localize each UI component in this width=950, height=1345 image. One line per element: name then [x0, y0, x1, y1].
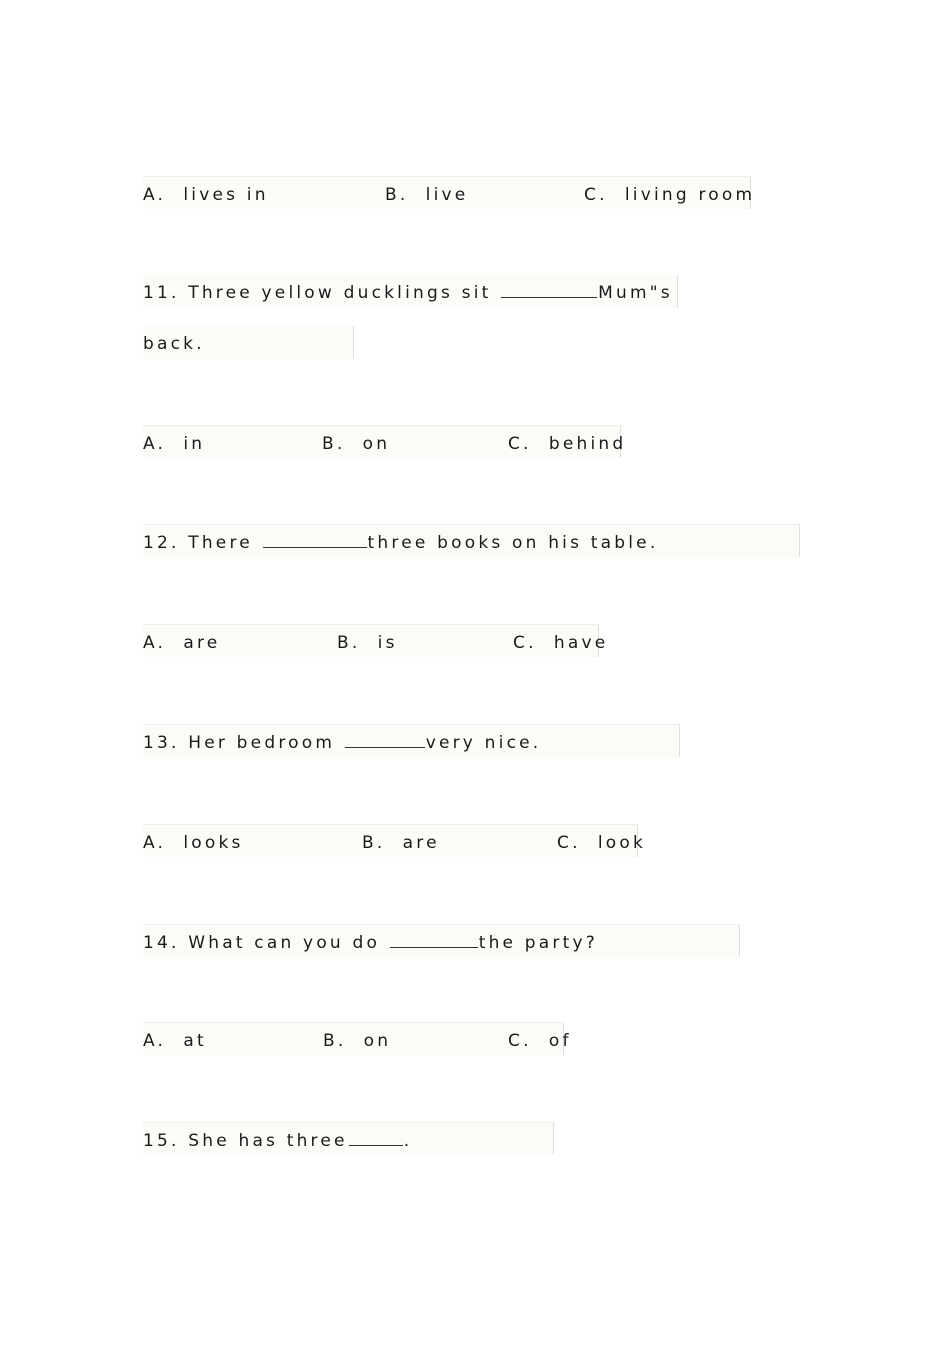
options-row-q12	[143, 624, 609, 657]
option-a: A. are	[143, 633, 221, 653]
question-stem-after: very nice.	[425, 733, 542, 753]
question-stem: 14. What can you do	[143, 933, 381, 953]
question-12	[143, 524, 800, 557]
question-stem-after: Mum"s	[598, 283, 673, 303]
options-row-q10	[143, 176, 756, 209]
options-row-q13	[143, 824, 647, 857]
options-row-q14	[143, 1022, 572, 1055]
question-11-continued	[143, 326, 354, 359]
answer-blank[interactable]	[345, 733, 425, 748]
question-text	[143, 725, 541, 758]
answer-blank[interactable]	[263, 533, 367, 548]
question-text	[143, 275, 673, 308]
option-c: C. of	[508, 1031, 572, 1051]
option-b: B. is	[337, 633, 398, 653]
question-stem-after: three books on his table.	[367, 533, 659, 553]
option-a: A. looks	[143, 833, 244, 853]
option-c: C. behind	[508, 434, 627, 454]
option-c: C. have	[513, 633, 609, 653]
option-c: C. living room	[584, 185, 756, 205]
option-a: A. in	[143, 434, 206, 454]
question-text	[143, 1123, 412, 1156]
option-a: A. lives in	[143, 185, 269, 205]
answer-blank[interactable]	[501, 283, 597, 298]
options-row-q11	[143, 425, 627, 458]
question-text-continued: back.	[143, 334, 205, 354]
option-b: B. on	[323, 1031, 392, 1051]
answer-blank[interactable]	[390, 933, 478, 948]
question-11	[143, 275, 678, 308]
option-b: B. live	[385, 185, 469, 205]
question-text	[143, 925, 598, 958]
question-stem: 15. She has three	[143, 1131, 348, 1151]
option-b: B. are	[362, 833, 440, 853]
question-stem: 13. Her bedroom	[143, 733, 336, 753]
option-b: B. on	[322, 434, 391, 454]
question-stem: 12. There	[143, 533, 253, 553]
question-13	[143, 724, 680, 757]
question-15	[143, 1122, 554, 1155]
option-a: A. at	[143, 1031, 207, 1051]
question-stem-after: .	[403, 1131, 413, 1151]
question-stem-after: the party?	[478, 933, 598, 953]
question-stem: 11. Three yellow ducklings sit	[143, 283, 492, 303]
question-14	[143, 924, 740, 957]
option-c: C. look	[557, 833, 647, 853]
question-text	[143, 525, 658, 558]
answer-blank[interactable]	[349, 1131, 403, 1146]
